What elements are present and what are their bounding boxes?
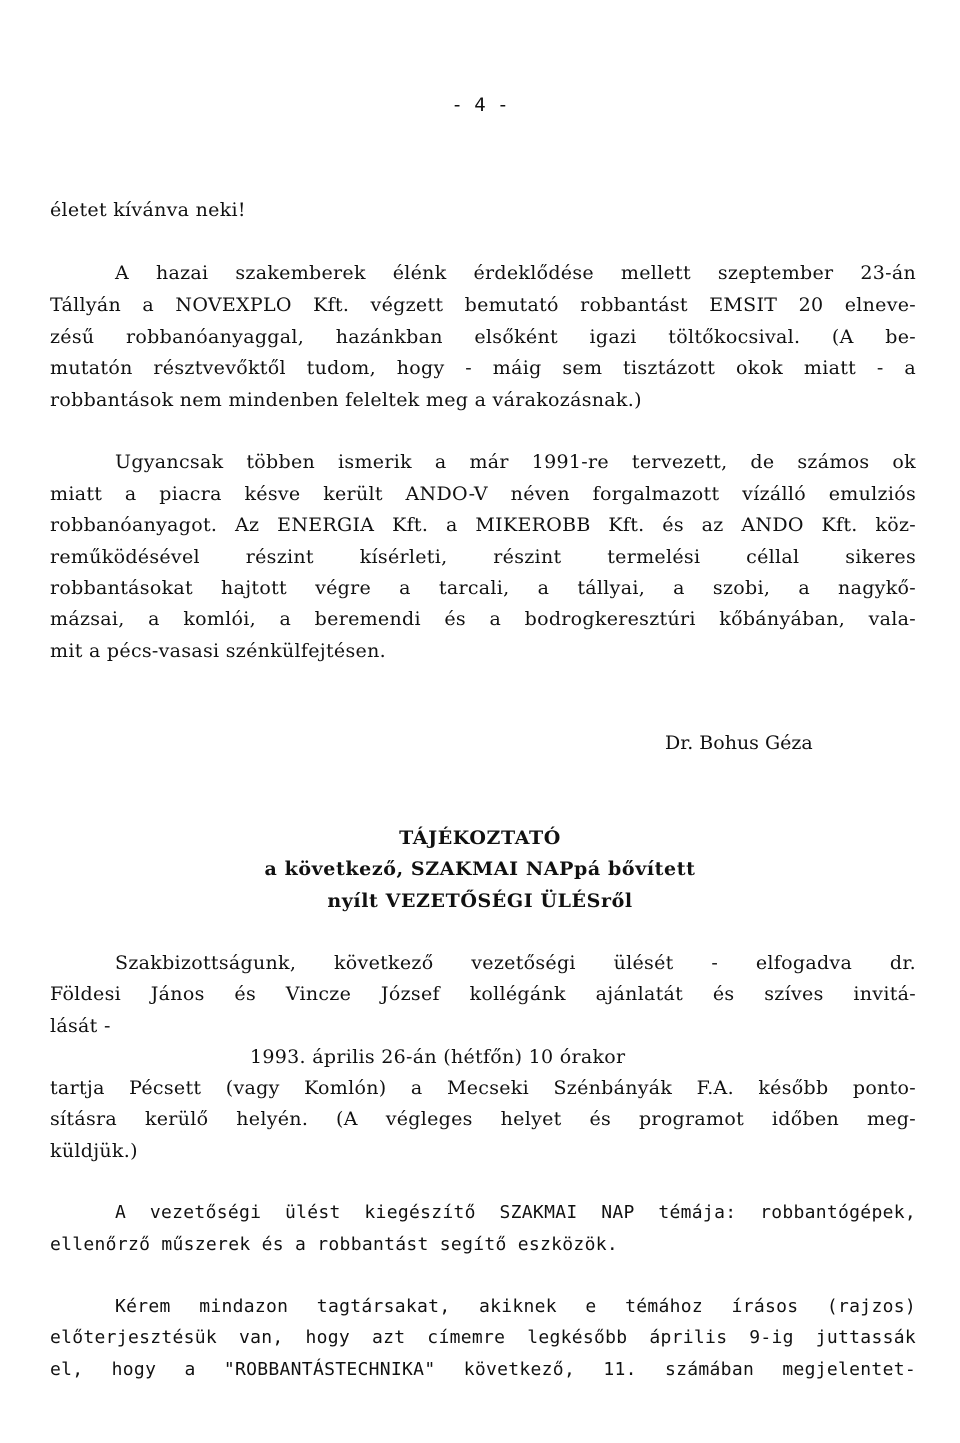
signature: Dr. Bohus Géza	[665, 732, 813, 754]
paragraph-3-line: robbanóanyagot. Az ENERGIA Kft. a MIKEROBB Kft. és az ANDO Kft. köz-	[50, 514, 916, 536]
paragraph-4-line: küldjük.)	[50, 1140, 138, 1162]
paragraph-2-line: robbantások nem mindenben feleltek meg a várakozásnak.)	[50, 389, 642, 411]
paragraph-4-line: sításra kerülő helyén. (A végleges helyet és programot időben meg-	[50, 1108, 916, 1130]
meeting-date: 1993. április 26-án (hétfőn) 10 órakor	[250, 1046, 626, 1068]
paragraph-6-line: Kérem mindazon tagtársakat, akiknek e témához írásos (rajzos)	[115, 1296, 916, 1317]
paragraph-2-line: Tállyán a NOVEXPLO Kft. végzett bemutató robbantást EMSIT 20 elneve-	[50, 294, 916, 316]
paragraph-6-line: előterjesztésük van, hogy azt címemre legkésőbb április 9-ig juttassák	[50, 1327, 916, 1348]
paragraph-2-line: A hazai szakemberek élénk érdeklődése mellett szeptember 23-án	[115, 262, 916, 284]
paragraph-4-line: Szakbizottságunk, következő vezetőségi ülését - elfogadva dr.	[115, 952, 916, 974]
paragraph-5-line: ellenőrző műszerek és a robbantást segítő eszközök.	[50, 1234, 618, 1255]
paragraph-5-line: A vezetőségi ülést kiegészítő SZAKMAI NAP témája: robbantógépek,	[115, 1202, 916, 1223]
heading-subtitle: nyílt VEZETŐSÉGI ÜLÉSről	[327, 890, 633, 912]
paragraph-4-line: Földesi János és Vincze József kollégánk ajánlatát és szíves invitá-	[50, 983, 916, 1005]
paragraph-3-line: robbantásokat hajtott végre a tarcali, a tállyai, a szobi, a nagykő-	[50, 577, 916, 599]
paragraph-3-line: miatt a piacra késve került ANDO-V néven forgalmazott vízálló emulziós	[50, 483, 916, 505]
paragraph-6-line: el, hogy a "ROBBANTÁSTECHNIKA" következő, 11. számában megjelentet-	[50, 1359, 916, 1380]
paragraph-3-line: reműködésével részint kísérleti, részint termelési céllal sikeres	[50, 546, 916, 568]
paragraph-3-line: mázsai, a komlói, a beremendi és a bodrogkeresztúri kőbányában, vala-	[50, 608, 916, 630]
paragraph-3-line: mit a pécs-vasasi szénkülfejtésen.	[50, 640, 386, 662]
heading-subtitle: a következő, SZAKMAI NAPpá bővített	[264, 858, 696, 880]
paragraph-3-line: Ugyancsak többen ismerik a már 1991-re tervezett, de számos ok	[115, 451, 916, 473]
heading-title: TÁJÉKOZTATÓ	[399, 827, 561, 849]
paragraph-1-line: életet kívánva neki!	[50, 199, 246, 221]
paragraph-4-line: lását -	[50, 1015, 111, 1037]
paragraph-4-line: tartja Pécsett (vagy Komlón) a Mecseki Szénbányák F.A. később ponto-	[50, 1077, 916, 1099]
paragraph-2-line: mutatón résztvevőktől tudom, hogy - máig sem tisztázott okok miatt - a	[50, 357, 916, 379]
page-number: - 4 -	[451, 94, 509, 116]
paragraph-2-line: zésű robbanóanyaggal, hazánkban elsőként igazi töltőkocsival. (A be-	[50, 326, 916, 348]
